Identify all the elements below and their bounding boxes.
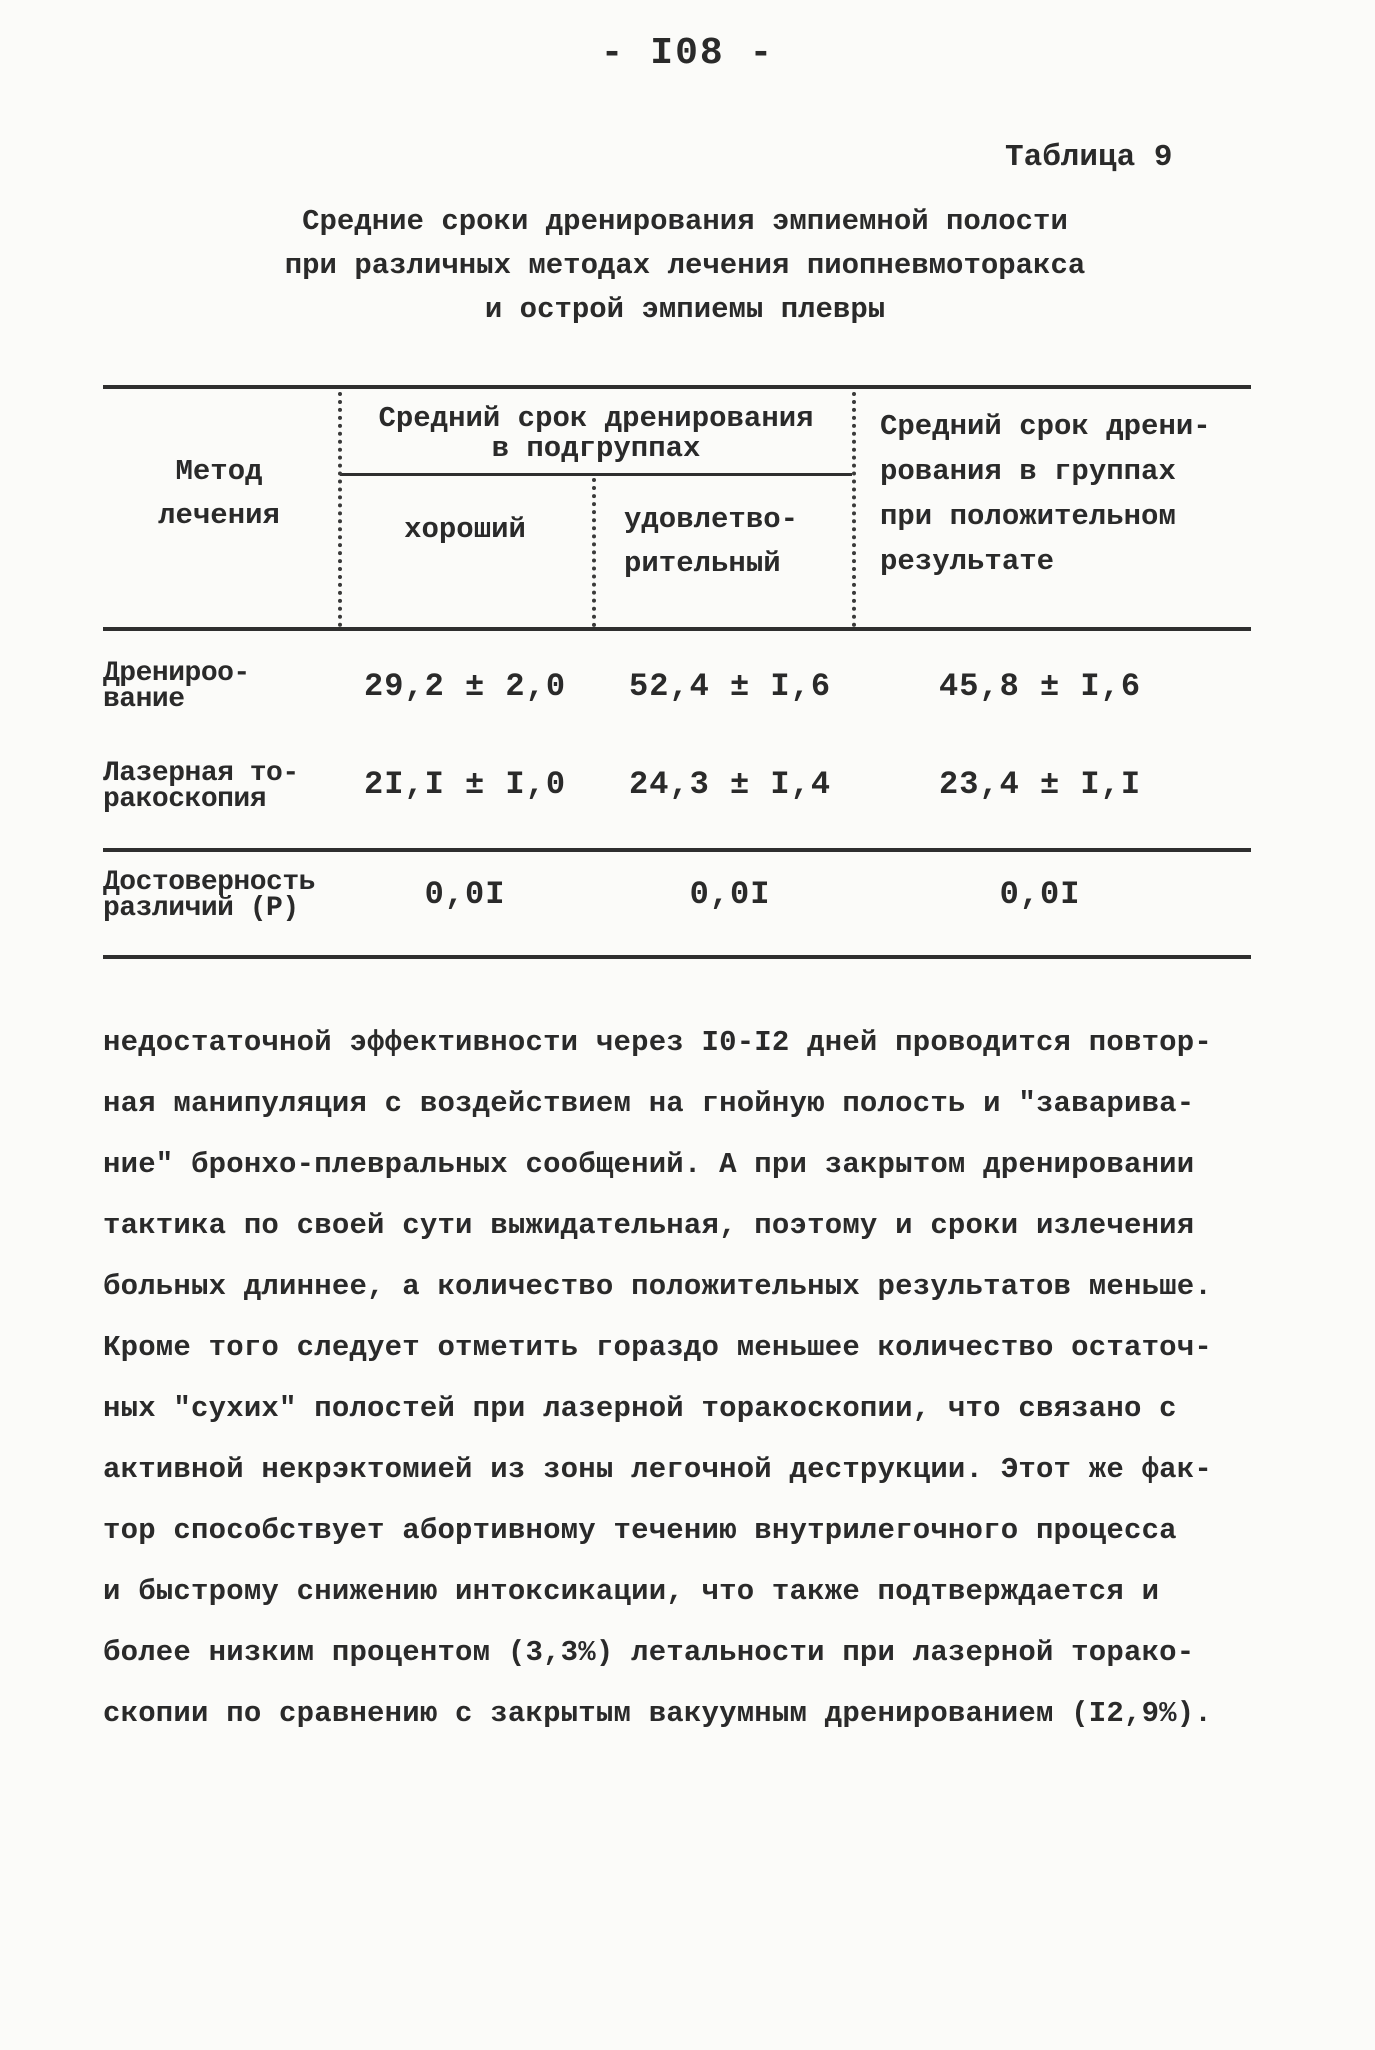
header-method-line: лечения — [158, 499, 280, 532]
column-divider — [338, 392, 342, 627]
header-groups-line: Средний срок дрени- — [880, 410, 1211, 443]
paragraph-line: тор способствует абортивному течению внутрилегочного процесса — [103, 1514, 1177, 1547]
paragraph-line: более низким процентом (3,3%) летальности при лазерной торако- — [103, 1636, 1195, 1669]
cell-good: 29,2 ± 2,0 — [363, 668, 567, 705]
paragraph-line: недостаточной эффективности через I0-I2 дней проводится повтор- — [103, 1026, 1212, 1059]
header-groups-line: рования в группах — [880, 455, 1176, 488]
row-label-line: различий (Р) — [103, 893, 299, 924]
column-divider — [592, 478, 596, 627]
paragraph-line: ная манипуляция с воздействием на гнойную полость и "заварива- — [103, 1087, 1195, 1120]
column-divider — [852, 392, 856, 627]
row-label-line: ракоскопия — [103, 784, 267, 815]
header-good-text: хороший — [404, 513, 526, 546]
cell-groups: 0,0I — [999, 876, 1081, 913]
paragraph-line: ние" бронхо-плевральных сообщений. А при закрытом дренировании — [103, 1148, 1195, 1181]
paragraph-line: больных длиннее, а количество положительных результатов меньше. — [103, 1270, 1212, 1303]
rows-bottom-rule — [103, 848, 1251, 852]
paragraph-line: и быстрому снижению интоксикации, что также подтверждается и — [103, 1575, 1160, 1608]
body-paragraph — [103, 1012, 1278, 1744]
paragraph-line: активной некрэктомией из зоны легочной деструкции. Этот же фак- — [103, 1453, 1212, 1486]
table-title-line: Средние сроки дренирования эмпиемной полости — [302, 205, 1068, 238]
subgroup-rule — [340, 473, 852, 476]
table-label: Таблица 9 — [1005, 140, 1173, 175]
header-satisfactory-line: рительный — [624, 547, 781, 580]
row-label — [103, 658, 338, 715]
header-method — [103, 450, 335, 538]
row-label — [103, 867, 353, 924]
header-satisfactory-line: удовлетво- — [624, 503, 799, 536]
table-title — [230, 200, 1140, 332]
table-title-line: и острой эмпиемы плевры — [484, 293, 886, 326]
cell-good: 0,0I — [424, 876, 506, 913]
header-subgroups-line: Средний срок дренирования — [378, 402, 814, 435]
cell-groups: 45,8 ± I,6 — [938, 668, 1142, 705]
paragraph-line: тактика по своей сути выжидательная, поэтому и сроки излечения — [103, 1209, 1195, 1242]
header-groups-line: при положительном — [880, 500, 1176, 533]
cell-satisfactory: 0,0I — [689, 876, 771, 913]
header-groups-line: результате — [880, 545, 1055, 578]
table-bottom-rule — [103, 955, 1251, 959]
row-label-line: вание — [103, 684, 185, 715]
header-method-line: Метод — [175, 455, 263, 488]
cell-satisfactory: 52,4 ± I,6 — [628, 668, 832, 705]
row-label-line: Лазерная то- — [103, 758, 299, 789]
header-groups — [880, 404, 1250, 584]
cell-groups: 23,4 ± I,I — [938, 766, 1142, 803]
row-label-line: Достоверность — [103, 867, 315, 898]
header-subgroups — [345, 404, 847, 464]
header-good — [345, 513, 585, 547]
paragraph-line: скопии по сравнению с закрытым вакуумным дренированием (I2,9%). — [103, 1697, 1212, 1730]
header-bottom-rule — [103, 627, 1251, 631]
header-subgroups-line: в подгруппах — [491, 432, 701, 465]
cell-satisfactory: 24,3 ± I,4 — [628, 766, 832, 803]
table-top-rule — [103, 385, 1251, 389]
table-title-line: при различных методах лечения пиопневмоторакса — [284, 249, 1086, 282]
row-label — [103, 758, 338, 815]
paragraph-line: Кроме того следует отметить гораздо меньшее количество остаточ- — [103, 1331, 1212, 1364]
cell-good: 2I,I ± I,0 — [363, 766, 567, 803]
header-satisfactory — [624, 498, 849, 586]
page-number: - I08 - — [600, 32, 775, 75]
row-label-line: Дренироо- — [103, 658, 250, 689]
paragraph-line: ных "сухих" полостей при лазерной торакоскопии, что связано с — [103, 1392, 1177, 1425]
